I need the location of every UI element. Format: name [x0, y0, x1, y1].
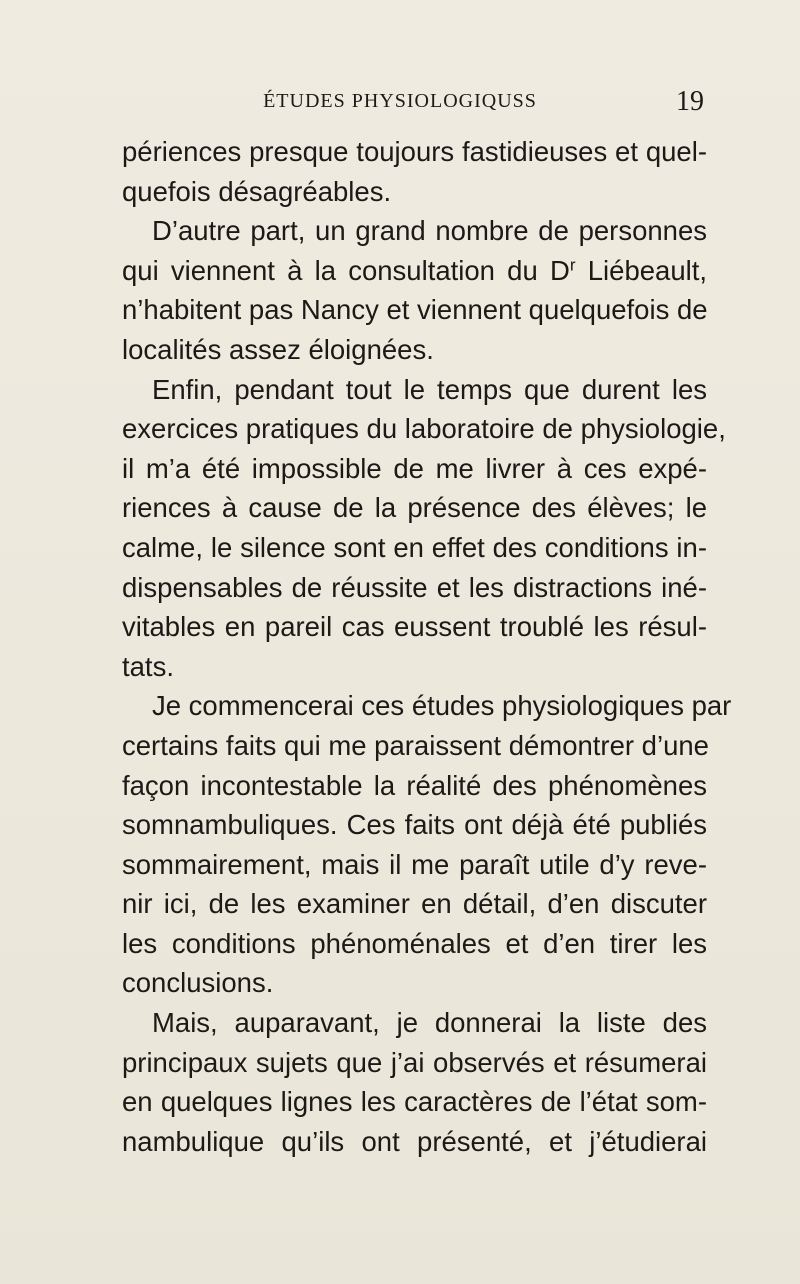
text-line: en quelques lignes les caractères de l’état som- [122, 1086, 707, 1118]
text-line: Enfin, pendant tout le temps que durent les [152, 373, 707, 405]
doctor-abbrev: $D^r$ [549, 254, 576, 286]
text-line: les conditions phénoménales et d’en tirer les [122, 927, 707, 959]
text-line-part: qui viennent à la consultation du [122, 254, 538, 286]
text-line: riences à cause de la présence des élèves; le [122, 492, 707, 524]
page-number: 19 [676, 86, 704, 117]
running-head [0, 84, 800, 124]
text-line: exercices pratiques du laboratoire de physiologie, [122, 413, 726, 445]
running-title: ÉTUDES PHYSIOLOGIQUSS [263, 90, 537, 112]
text-line: périences presque toujours fastidieuses et quel- [122, 136, 707, 167]
text-line: localités assez éloignées. [122, 333, 434, 365]
text-line: il m’a été impossible de me livrer à ces expé- [122, 452, 707, 484]
text-line: somnambuliques. Ces faits ont déjà été publiés [122, 809, 707, 841]
doctor-abbrev-sup: r [569, 255, 576, 275]
text-line: quefois désagréables. [122, 175, 392, 207]
text-line: nambulique qu’ils ont présenté, et j’étudierai [122, 1125, 707, 1157]
text-line: conclusions. [122, 967, 274, 999]
text-line [122, 251, 707, 291]
text-line: D’autre part, un grand nombre de personnes [152, 215, 707, 247]
text-line: calme, le silence sont en effet des conditions in- [122, 531, 707, 563]
text-line: sommairement, mais il me paraît utile d’y reve- [122, 848, 707, 880]
text-line-part: Liébeault, [587, 254, 708, 286]
text-line: nir ici, de les examiner en détail, d’en discuter [122, 888, 707, 920]
text-line: certains faits qui me paraissent démontrer d’une [122, 729, 709, 761]
text-line: tats. [122, 650, 174, 682]
text-line: principaux sujets que j’ai observés et résumerai [122, 1046, 707, 1078]
text-line: vitables en pareil cas eussent troublé les résul- [122, 611, 707, 643]
body-text [122, 132, 732, 1161]
text-line: façon incontestable la réalité des phénomènes [122, 769, 707, 801]
text-line: n’habitent pas Nancy et viennent quelquefois de [122, 294, 708, 326]
text-line: dispensables de réussite et les distractions iné- [122, 571, 707, 603]
text-line: Je commencerai ces études physiologiques par [152, 690, 732, 722]
text-line: Mais, auparavant, je donnerai la liste des [152, 1007, 707, 1039]
